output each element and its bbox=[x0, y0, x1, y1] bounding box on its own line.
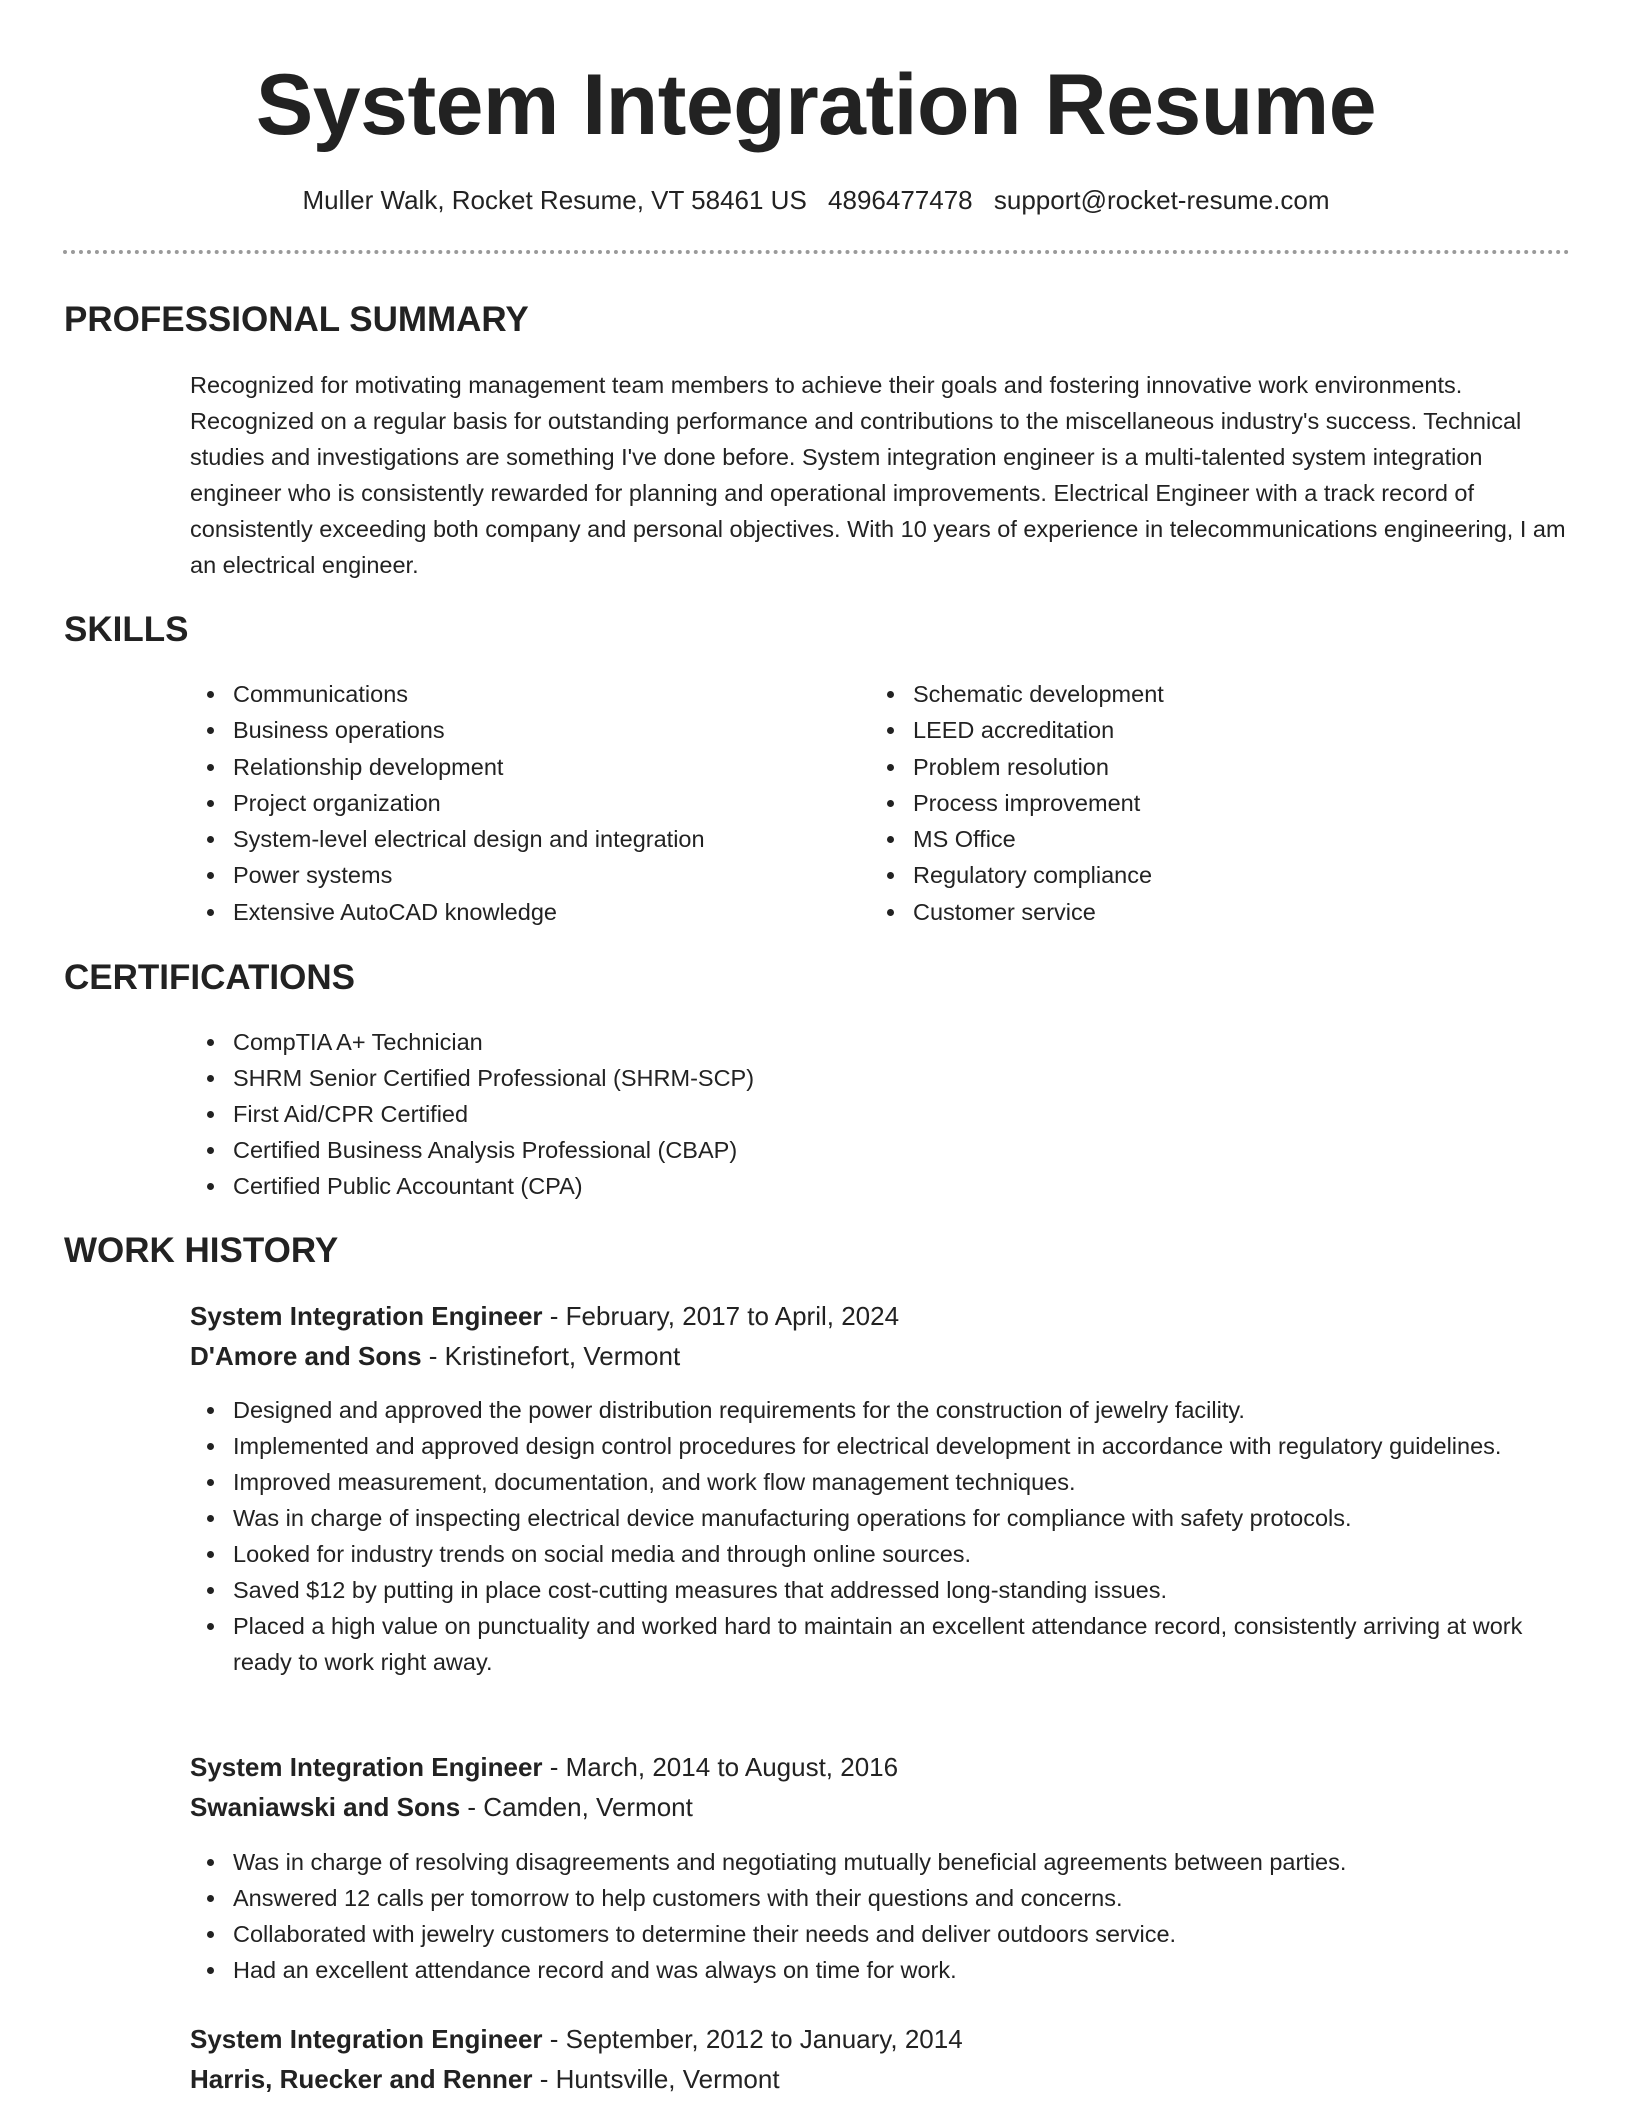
job-duty: Looked for industry trends on social media and through online sources. bbox=[190, 1536, 1570, 1572]
resume-title: System Integration Resume bbox=[255, 57, 1377, 153]
contact-address: Muller Walk, Rocket Resume, VT 58461 US bbox=[302, 185, 807, 215]
skills-list-left bbox=[190, 676, 850, 930]
job-duty: Was in charge of inspecting electrical device manufacturing operations for compliance with safety protocols. bbox=[190, 1500, 1570, 1536]
job-duty: Had an excellent attendance record and was always on time for work. bbox=[190, 1952, 1570, 1988]
skills-list-right bbox=[870, 676, 1530, 930]
job-company: Harris, Ruecker and Renner bbox=[190, 2064, 533, 2094]
job-duty: Designed and approved the power distribution requirements for the construction of jewelry facility. bbox=[190, 1392, 1570, 1428]
skill-item: Process improvement bbox=[870, 785, 1530, 821]
job-duties-list bbox=[190, 1392, 1570, 1680]
header-divider bbox=[63, 250, 1570, 254]
skill-item: LEED accreditation bbox=[870, 712, 1530, 748]
job-duty: Collaborated with jewelry customers to determine their needs and deliver outdoors service. bbox=[190, 1916, 1570, 1952]
skill-item: Relationship development bbox=[190, 749, 850, 785]
skill-item: Power systems bbox=[190, 857, 850, 893]
skill-item: Schematic development bbox=[870, 676, 1530, 712]
job-title-line bbox=[190, 1750, 898, 1784]
certification-item: CompTIA A+ Technician bbox=[190, 1024, 1490, 1060]
job-duty: Was in charge of resolving disagreements and negotiating mutually beneficial agreements between parties. bbox=[190, 1844, 1570, 1880]
skill-item: Extensive AutoCAD knowledge bbox=[190, 894, 850, 930]
certifications-heading: CERTIFICATIONS bbox=[64, 958, 356, 997]
job-company: D'Amore and Sons bbox=[190, 1341, 422, 1371]
job-company-line bbox=[190, 2062, 780, 2096]
job-title-line bbox=[190, 1299, 899, 1333]
job-dates: - September, 2012 to January, 2014 bbox=[542, 2024, 963, 2054]
job-location: - Huntsville, Vermont bbox=[532, 2064, 780, 2094]
certification-item: First Aid/CPR Certified bbox=[190, 1096, 1490, 1132]
skill-item: Customer service bbox=[870, 894, 1530, 930]
job-duty: Placed a high value on punctuality and worked hard to maintain an excellent attendance record, consistently arriving at work ready to work right away. bbox=[190, 1608, 1570, 1680]
certifications-list bbox=[190, 1024, 1490, 1204]
job-company-line bbox=[190, 1790, 693, 1824]
job-company-line bbox=[190, 1339, 680, 1373]
contact-phone: 4896477478 bbox=[828, 185, 973, 215]
skill-item: MS Office bbox=[870, 821, 1530, 857]
skill-item: Regulatory compliance bbox=[870, 857, 1530, 893]
job-duty: Saved $12 by putting in place cost-cutting measures that addressed long-standing issues. bbox=[190, 1572, 1570, 1608]
job-title-line bbox=[190, 2022, 963, 2056]
contact-email: support@rocket-resume.com bbox=[993, 185, 1330, 215]
certification-item: Certified Public Accountant (CPA) bbox=[190, 1168, 1490, 1204]
job-dates: - February, 2017 to April, 2024 bbox=[542, 1301, 900, 1331]
job-title: System Integration Engineer bbox=[190, 1752, 543, 1782]
skills-heading: SKILLS bbox=[64, 610, 189, 649]
job-company: Swaniawski and Sons bbox=[190, 1792, 461, 1822]
job-location: - Camden, Vermont bbox=[460, 1792, 693, 1822]
contact-line bbox=[0, 183, 1632, 217]
certification-item: Certified Business Analysis Professional (CBAP) bbox=[190, 1132, 1490, 1168]
skill-item: Communications bbox=[190, 676, 850, 712]
work-history-heading: WORK HISTORY bbox=[64, 1231, 339, 1270]
job-duty: Implemented and approved design control procedures for electrical development in accordance with regulatory guidelines. bbox=[190, 1428, 1570, 1464]
skill-item: Problem resolution bbox=[870, 749, 1530, 785]
job-title: System Integration Engineer bbox=[190, 2024, 543, 2054]
job-duty: Answered 12 calls per tomorrow to help customers with their questions and concerns. bbox=[190, 1880, 1570, 1916]
job-duties-list bbox=[190, 1844, 1570, 1988]
job-dates: - March, 2014 to August, 2016 bbox=[542, 1752, 899, 1782]
summary-heading: PROFESSIONAL SUMMARY bbox=[64, 300, 529, 339]
job-location: - Kristinefort, Vermont bbox=[421, 1341, 681, 1371]
skill-item: System-level electrical design and integration bbox=[190, 821, 850, 857]
skill-item: Project organization bbox=[190, 785, 850, 821]
certification-item: SHRM Senior Certified Professional (SHRM-SCP) bbox=[190, 1060, 1490, 1096]
skill-item: Business operations bbox=[190, 712, 850, 748]
job-title: System Integration Engineer bbox=[190, 1301, 543, 1331]
summary-text: Recognized for motivating management team members to achieve their goals and fostering innovative work environments. Recognized on a regular basis for outstanding performance and contributions to the miscellaneous industry's success. Technical studies and investigations are something I've done before. System integration engineer is a multi-talented system integration engineer who is consistently rewarded for planning and operational improvements. Electrical Engineer with a track record of consistently exceeding both company and personal objectives. With 10 years of experience in telecommunications engineering, I am an electrical engineer. bbox=[190, 372, 1566, 578]
job-duty: Improved measurement, documentation, and work flow management techniques. bbox=[190, 1464, 1570, 1500]
